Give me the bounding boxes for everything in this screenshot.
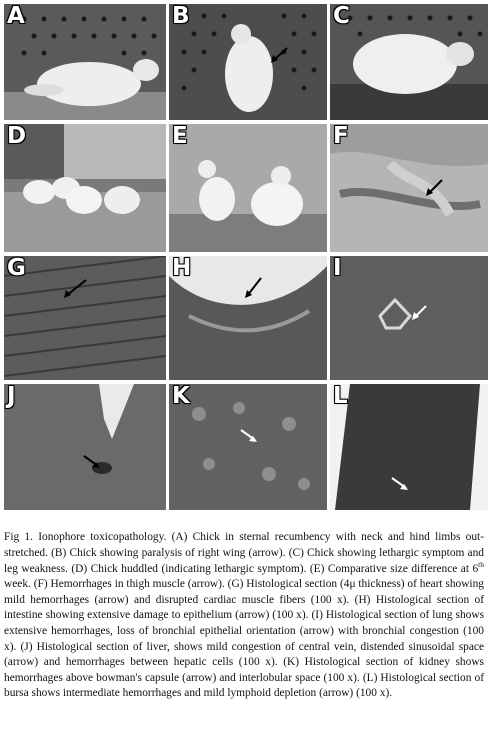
panel-a-chick-recumbency	[4, 4, 166, 120]
figure-caption	[4, 530, 484, 702]
panel-e-photo	[169, 124, 327, 252]
panel-b-chick-wing-paralysis	[169, 4, 327, 120]
panel-label-k: K	[172, 384, 190, 409]
panel-label-e: E	[172, 124, 188, 149]
panel-f-photo	[330, 124, 488, 252]
panel-g-heart-histology	[4, 256, 166, 380]
panel-h-intestine-histology	[169, 256, 327, 380]
panel-label-g: G	[7, 256, 26, 281]
panel-e-size-comparison	[169, 124, 327, 252]
panel-k-kidney-histology	[169, 384, 327, 510]
panel-j-photo	[4, 384, 166, 510]
panel-label-l: L	[333, 384, 348, 409]
panel-label-h: H	[172, 256, 192, 281]
panel-label-j: J	[7, 384, 16, 409]
caption-text-part2: week. (F) Hemorrhages in thigh muscle (arrow). (G) Histological section (4μ thickness) of heart showing mild hemorrhages (arrow) and disrupted cardiac muscle fibers (100 x). (H) Histological section of intestine showing extensive damage to epithelium (arrow) (100 x). (I) Histological section of lung shows extensive hemorrhages, loss of bronchial epithelial orientation (arrow) with bronchial congestion (100 x). (J) Histological section of liver, shows mild congestion of central vein, distended sinusoidal space (arrow) and hemorrhages between hepatic cells (100 x). (K) Histological section of kidney shows hemorrhages above bowman's capsule (arrow) and interlobular space (100 x). (L) Histological section of bursa shows intermediate hemorrhages and mild lymphoid depletion (arrow) (100 x).	[4, 578, 484, 700]
panel-i-photo	[330, 256, 488, 380]
panel-h-photo	[169, 256, 327, 380]
figure-panel-grid	[4, 4, 488, 510]
panel-j-liver-histology	[4, 384, 166, 510]
panel-b-photo	[169, 4, 327, 120]
panel-f-thigh-hemorrhage	[330, 124, 488, 252]
panel-l-bursa-histology	[330, 384, 488, 510]
panel-c-chick-lethargic	[330, 4, 488, 120]
panel-label-i: I	[333, 256, 342, 281]
panel-k-photo	[169, 384, 327, 510]
caption-superscript: th	[478, 559, 484, 569]
panel-d-photo	[4, 124, 166, 252]
panel-label-b: B	[172, 4, 190, 29]
panel-c-photo	[330, 4, 488, 120]
caption-text-part1: Fig 1. Ionophore toxicopathology. (A) Chick in sternal recumbency with neck and hind limbs out-stretched. (B) Chick showing paralysis of right wing (arrow). (C) Chick showing lethargic symptom and leg weakness. (D) Chick huddled (indicating lethargic symptom). (E) Comparative size difference at 6	[4, 531, 484, 575]
panel-label-c: C	[333, 4, 350, 29]
panel-label-d: D	[7, 124, 27, 149]
panel-i-lung-histology	[330, 256, 488, 380]
panel-l-photo	[330, 384, 488, 510]
panel-g-photo	[4, 256, 166, 380]
panel-label-a: A	[7, 4, 25, 29]
panel-a-photo	[4, 4, 166, 120]
panel-d-chicks-huddled	[4, 124, 166, 252]
panel-label-f: F	[333, 124, 349, 149]
